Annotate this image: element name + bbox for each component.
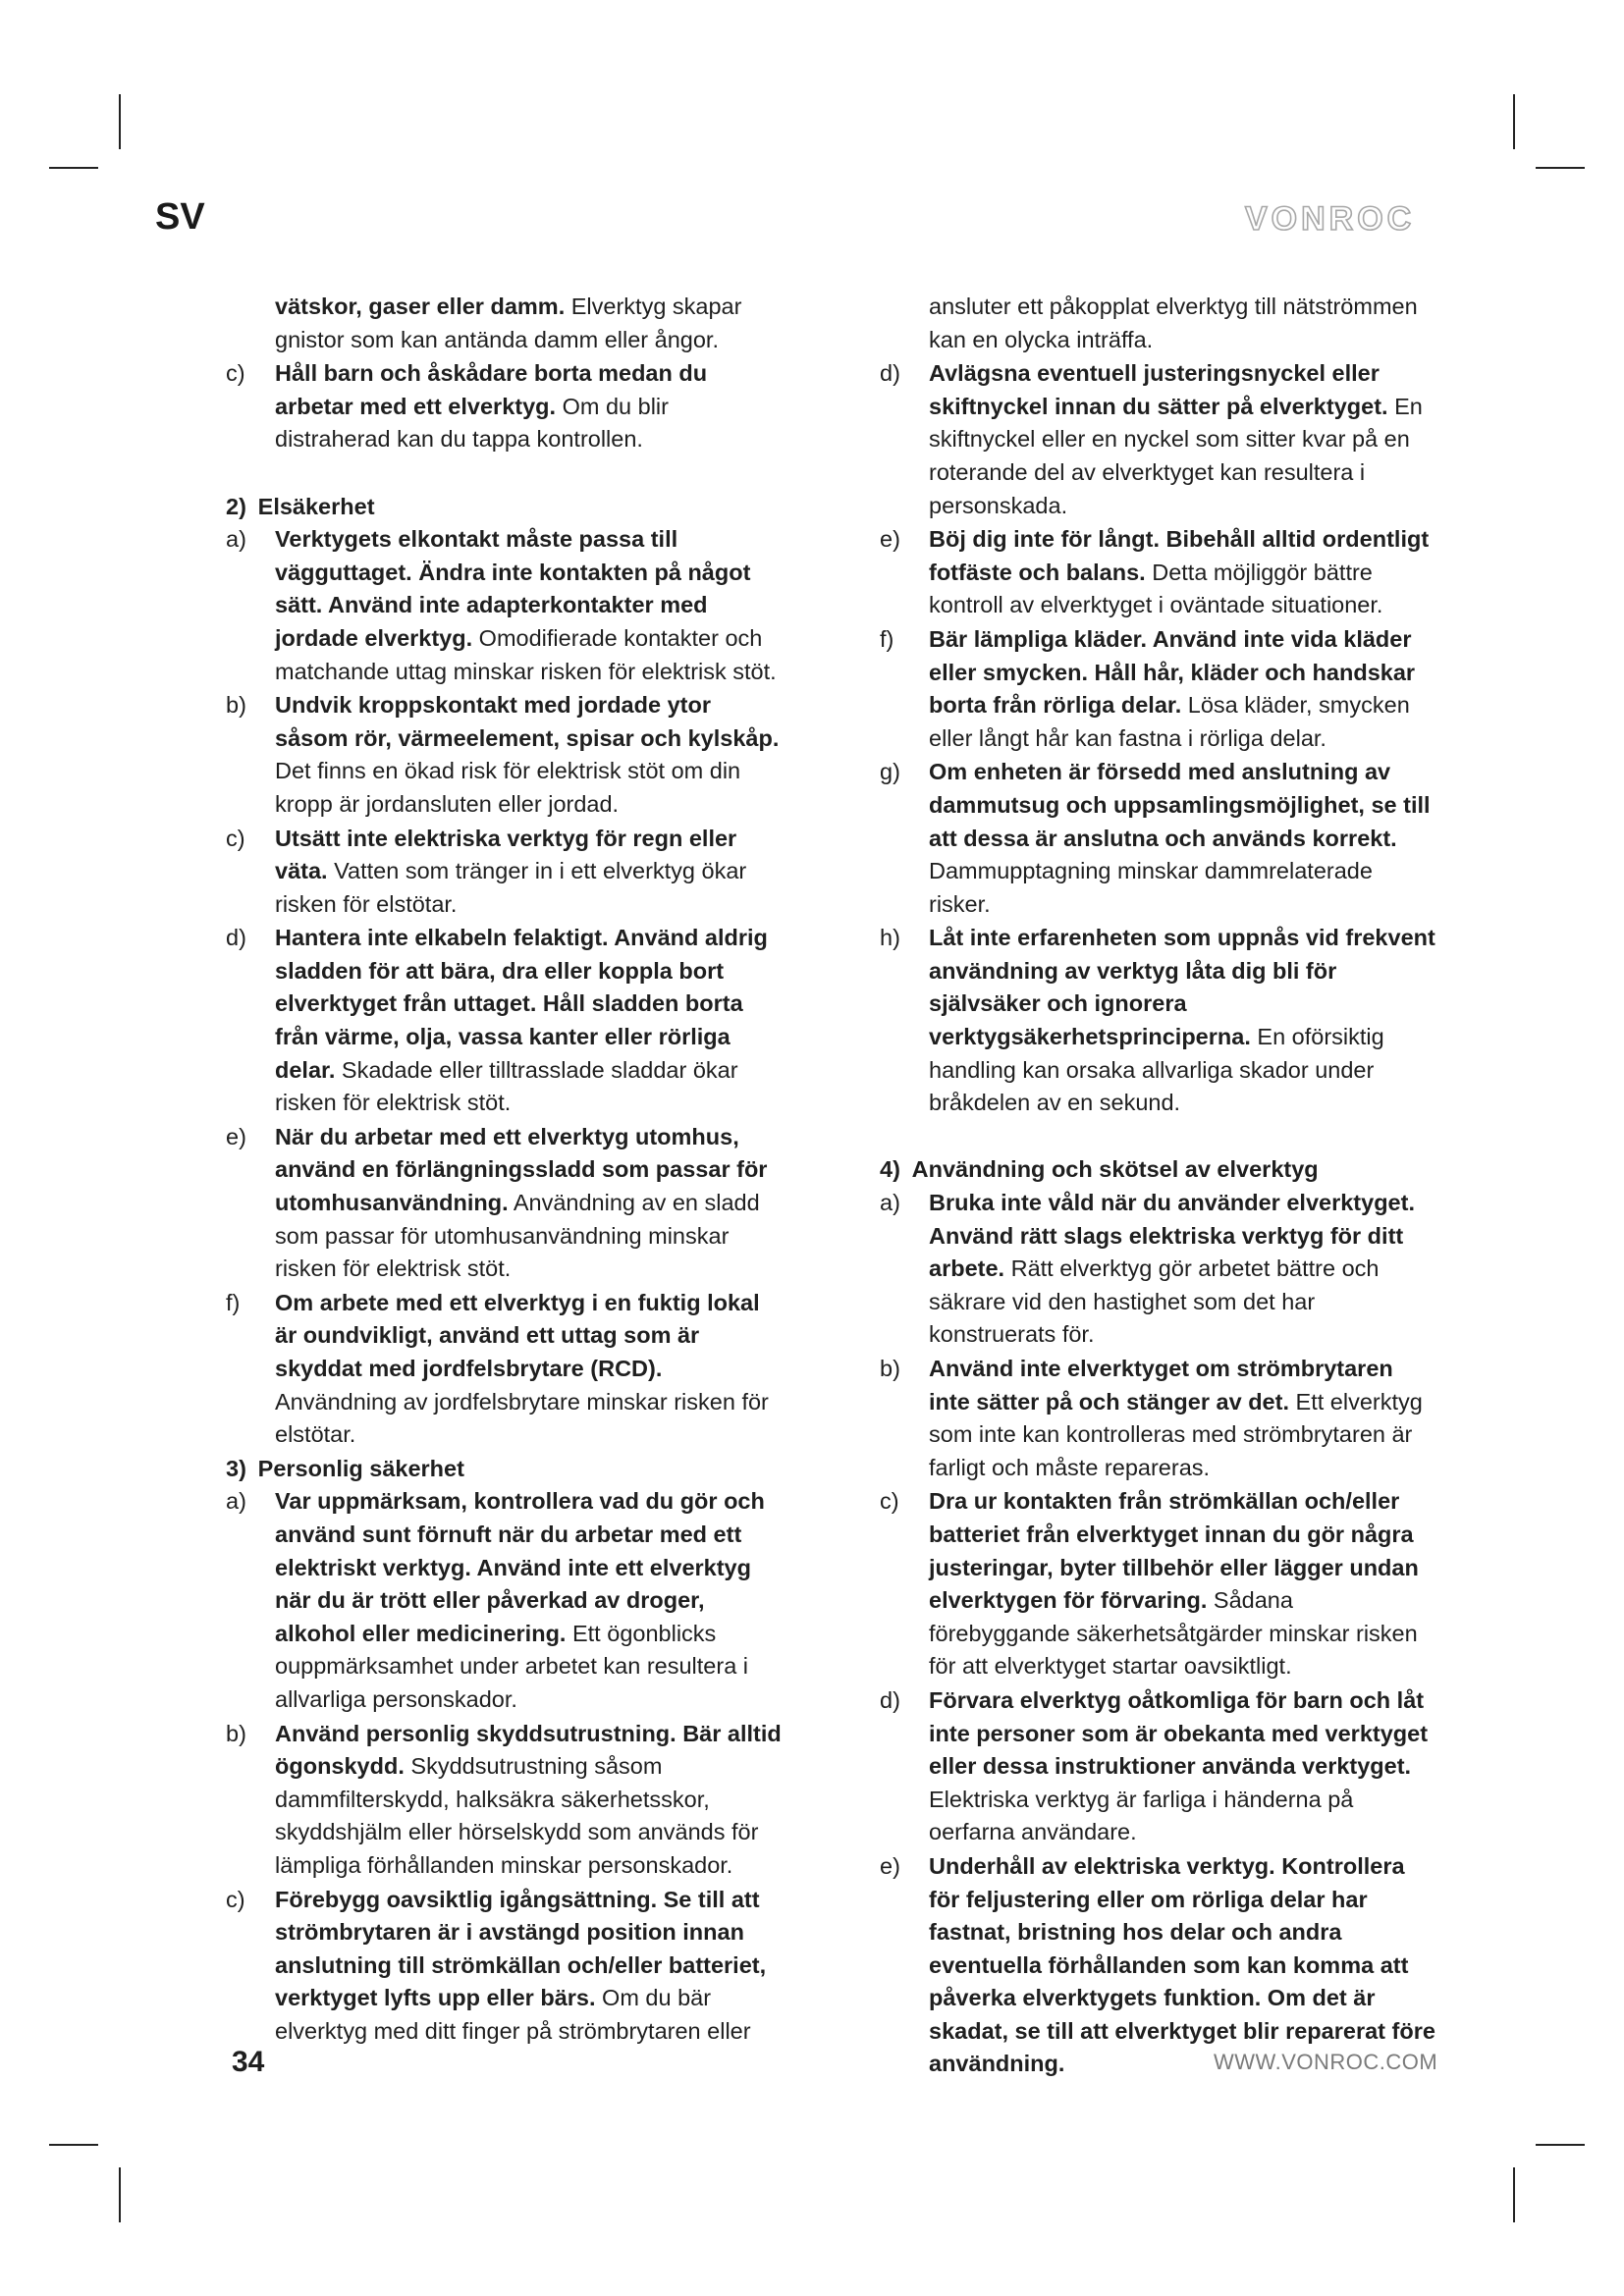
- section-heading: 2) Elsäkerhet: [226, 493, 375, 519]
- website-url: WWW.VONROC.COM: [1214, 2050, 1438, 2074]
- list-item: [226, 1485, 782, 1716]
- item-label: f): [880, 625, 894, 652]
- item-bold-text: Förebygg oavsiktlig igångsättning. Se till att strömbrytaren är i avstängd position innan anslutning till strömkällan och/eller batteriet, verktyget lyfts upp eller bärs.: [275, 1886, 767, 2011]
- item-text: Dammupptagning minskar dammrelaterade risker.: [929, 858, 1373, 917]
- item-bold-text: Böj dig inte för långt. Bibehåll alltid ordentligt fotfäste och balans.: [929, 526, 1430, 585]
- item-label: d): [880, 1686, 900, 1713]
- list-item: [226, 1121, 782, 1286]
- left-column: [226, 291, 782, 2049]
- list-item: [880, 623, 1435, 755]
- section-heading: 4) Användning och skötsel av elverktyg: [880, 1156, 1319, 1183]
- list-item: [880, 922, 1435, 1120]
- crop-mark: [49, 167, 98, 169]
- item-bold-text: Om arbete med ett elverktyg i en fuktig lokal är oundvikligt, använd ett uttag som är skyddat med jordfelsbrytare (RCD).: [275, 1289, 760, 1381]
- item-text: Detta möjliggör bättre kontroll av elverktyget i oväntade situationer.: [929, 559, 1383, 618]
- item-bold-text: Utsätt inte elektriska verktyg för regn eller väta.: [275, 825, 737, 884]
- language-code: SV: [155, 196, 205, 238]
- list-item: [226, 357, 782, 456]
- list-item: [226, 291, 782, 356]
- item-text: Ett ögonblicks ouppmärksamhet under arbetet kan resultera i allvarliga personskador.: [275, 1620, 749, 1712]
- item-bold-text: Använd inte elverktyget om strömbrytaren inte sätter på och stänger av det.: [929, 1356, 1393, 1415]
- item-label: c): [226, 360, 245, 387]
- item-bold-text: Förvara elverktyg oåtkomliga för barn och låt inte personer som är obekanta med verktyget eller dessa instruktioner använda verktyget.: [929, 1686, 1429, 1780]
- item-bold-text: Bär lämpliga kläder. Använd inte vida kläder eller smycken. Håll hår, kläder och handskar borta från rörliga delar.: [929, 625, 1416, 719]
- item-bold-text: Hantera inte elkabeln felaktigt. Använd aldrig sladden för att bära, dra eller koppla bort elverktyget från uttaget. Håll sladden borta från värme, olja, vassa kanter eller rörliga delar.: [275, 925, 768, 1083]
- list-item: [880, 1353, 1435, 1484]
- item-bold-text: vätskor, gaser eller damm.: [275, 294, 566, 319]
- item-text: Skadade eller tilltrasslade sladdar ökar risken för elektrisk stöt.: [275, 1056, 738, 1116]
- item-text: En skiftnyckel eller en nyckel som sitter kvar på en roterande del av elverktyget kan resultera i personskada.: [929, 393, 1423, 518]
- item-label: h): [880, 925, 900, 951]
- list-item: [226, 523, 782, 688]
- brand-logo: VONROC: [1245, 200, 1416, 238]
- list-item: [226, 1287, 782, 1452]
- item-text: Skyddsutrustning såsom dammfilterskydd, halksäkra säkerhetsskor, skyddshjälm eller hörselskydd som används för lämpliga förhållanden minskar personskador.: [275, 1753, 759, 1878]
- item-label: d): [226, 925, 246, 951]
- item-label: e): [226, 1123, 246, 1149]
- page-number: 34: [232, 2046, 265, 2078]
- item-text: Ett elverktyg som inte kan kontrolleras med strömbrytaren är farligt och måste repareras.: [929, 1388, 1423, 1480]
- crop-mark: [49, 2144, 98, 2146]
- list-item: [880, 1187, 1435, 1352]
- item-text: Omodifierade kontakter och matchande uttag minskar risken för elektrisk stöt.: [275, 624, 777, 684]
- item-text: Vatten som tränger in i ett elverktyg ökar risken för elstötar.: [275, 858, 747, 917]
- item-text: Sådana förebyggande säkerhetsåtgärder minskar risken för att elverktyget startar oavsiktligt.: [929, 1587, 1418, 1680]
- list-item: [226, 823, 782, 922]
- item-bold-text: Håll barn och åskådare borta medan du arbetar med ett elverktyg.: [275, 360, 708, 419]
- item-text: Om du bär elverktyg med ditt finger på strömbrytaren eller: [275, 1985, 751, 2044]
- list-item: [880, 756, 1435, 921]
- crop-mark: [119, 2167, 121, 2222]
- item-bold-text: Var uppmärksam, kontrollera vad du gör och använd sunt förnuft när du arbetar med ett elektriskt verktyg. Använd inte ett elverktyg när du är trött eller påverkad av droger, alkohol eller medicinering.: [275, 1488, 765, 1646]
- list-item: [226, 1884, 782, 2049]
- item-label: c): [880, 1488, 899, 1515]
- item-label: g): [880, 759, 900, 785]
- item-bold-text: Bruka inte våld när du använder elverktyget. Använd rätt slags elektriska verktyg för ditt arbete.: [929, 1190, 1415, 1282]
- item-text: Lösa kläder, smycken eller långt hår kan fastna i rörliga delar.: [929, 692, 1410, 751]
- item-text: Rätt elverktyg gör arbetet bättre och säkrare vid den hastighet som det har konstruerats för.: [929, 1255, 1380, 1348]
- crop-mark: [1536, 167, 1585, 169]
- list-item: [880, 357, 1435, 522]
- item-bold-text: Låt inte erfarenheten som uppnås vid frekvent användning av verktyg låta dig bli för självsäker och ignorera verktygsäkerhetsprinciperna.: [929, 925, 1435, 1050]
- item-label: b): [226, 692, 246, 719]
- item-label: c): [226, 825, 245, 851]
- item-label: a): [226, 526, 246, 553]
- list-item: [226, 922, 782, 1120]
- item-text: Användning av en sladd som passar för utomhusanvändning minskar risken för elektrisk stöt.: [275, 1190, 760, 1282]
- item-text: Det finns en ökad risk för elektrisk stöt om din kropp är jordansluten eller jordad.: [275, 758, 741, 817]
- list-item: [880, 1850, 1438, 2081]
- list-item: [226, 689, 782, 821]
- list-item: [880, 291, 1435, 356]
- item-label: b): [880, 1356, 900, 1381]
- item-bold-text: Verktygets elkontakt måste passa till vägguttaget. Ändra inte kontakten på något sätt. Använd inte adapterkontakter med jordade elverktyg.: [275, 526, 751, 651]
- item-bold-text: Avlägsna eventuell justeringsnyckel eller skiftnyckel innan du sätter på elverktyget.: [929, 360, 1388, 419]
- crop-mark: [119, 94, 121, 149]
- section-heading: 3) Personlig säkerhet: [226, 1455, 464, 1481]
- item-bold-text: Dra ur kontakten från strömkällan och/eller batteriet från elverktyget innan du gör några justeringar, byter tillbehör eller lägger undan elverktygen för förvaring.: [929, 1488, 1419, 1614]
- item-text: Elektriska verktyg är farliga i händerna på oerfarna användare.: [929, 1786, 1354, 1845]
- item-bold-text: Underhåll av elektriska verktyg. Kontrollera för feljustering eller om rörliga delar har fastnat, bristning hos delar och andra eventuella förhållanden som kan komma att påverka elverktygets funktion. Om det är skadat, se till att elverktyget blir reparerat före användning.: [929, 1852, 1435, 2077]
- crop-mark: [1513, 94, 1515, 149]
- item-label: e): [880, 1852, 900, 1879]
- item-text: Om du blir distraherad kan du tappa kontrollen.: [275, 393, 669, 453]
- crop-mark: [1513, 2167, 1515, 2222]
- list-item: [226, 1718, 782, 1883]
- item-bold-text: Använd personlig skyddsutrustning. Bär alltid ögonskydd.: [275, 1720, 782, 1780]
- list-item: [880, 1485, 1435, 1683]
- item-label: f): [226, 1289, 241, 1315]
- item-label: e): [880, 526, 900, 553]
- item-label: b): [226, 1720, 246, 1746]
- item-text: Elverktyg skapar gnistor som kan antända damm eller ångor.: [275, 294, 742, 352]
- item-label: a): [880, 1190, 900, 1216]
- item-label: d): [880, 360, 900, 387]
- item-text: Användning av jordfelsbrytare minskar risken för elstötar.: [275, 1388, 769, 1448]
- item-bold-text: När du arbetar med ett elverktyg utomhus, använd en förlängningssladd som passar för utomhusanvändning.: [275, 1123, 768, 1216]
- item-bold-text: Om enheten är försedd med anslutning av dammutsug och uppsamlingsmöjlighet, se till att dessa är anslutna och används korrekt.: [929, 759, 1431, 851]
- list-item: [880, 523, 1435, 622]
- list-item: [880, 1684, 1435, 1849]
- item-label: c): [226, 1886, 245, 1912]
- item-label: a): [226, 1488, 246, 1515]
- item-bold-text: Undvik kroppskontakt med jordade ytor såsom rör, värmeelement, spisar och kylskåp.: [275, 692, 780, 751]
- item-text: ansluter ett påkopplat elverktyg till nätströmmen kan en olycka inträffa.: [929, 294, 1418, 352]
- item-text: En oförsiktig handling kan orsaka allvarliga skador under bråkdelen av en sekund.: [929, 1024, 1384, 1116]
- right-column: [880, 291, 1438, 2082]
- crop-mark: [1536, 2144, 1585, 2146]
